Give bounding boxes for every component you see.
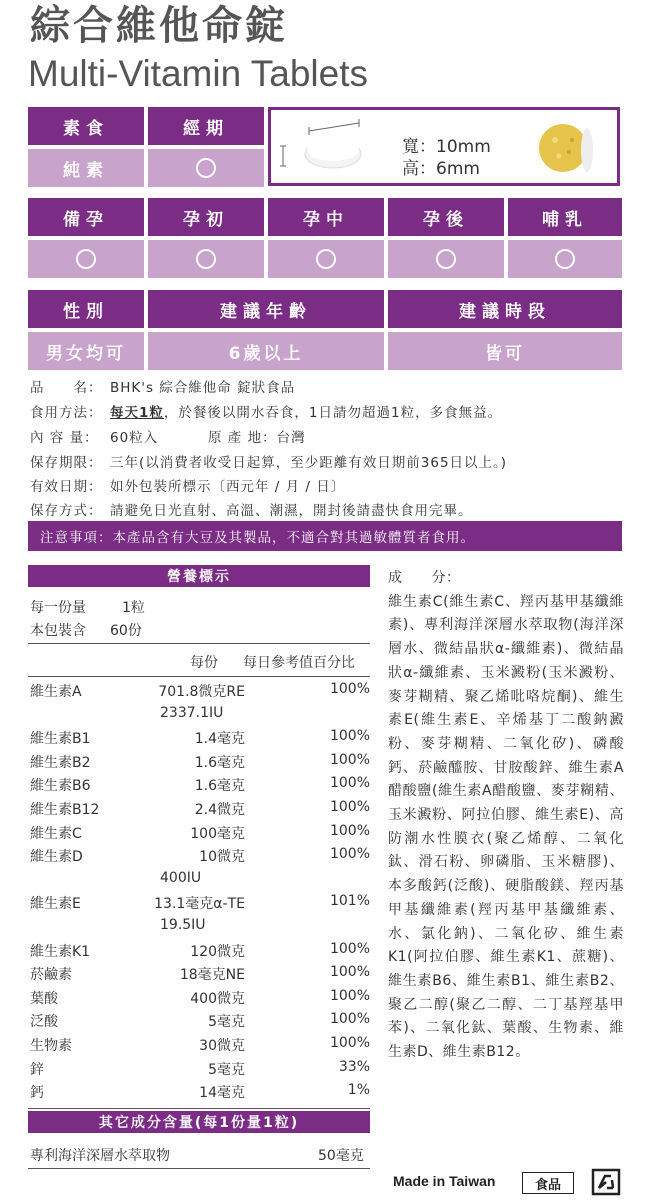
nutrient-percent: 100% xyxy=(329,1011,370,1028)
nutrient-name: 菸鹼素 xyxy=(30,967,72,984)
nutrient-amount: 13.1毫克α-TE xyxy=(154,896,245,913)
pack-label: 本包裝含 xyxy=(30,623,86,639)
nutrient-name: 維生素D xyxy=(30,849,83,866)
column-daily-value: 每日參考值百分比 xyxy=(243,655,355,671)
nutrient-amount: 5毫克 xyxy=(208,1061,245,1078)
diet-header: 素食 xyxy=(28,107,144,145)
content-row: 內 容 量： 60粒入 原 產 地：台灣 xyxy=(30,430,306,446)
circle-mark xyxy=(555,249,575,269)
period-header: 經期 xyxy=(148,107,264,145)
nutrient-percent: 33% xyxy=(338,1058,370,1075)
nutrient-amount-alt: 400IU xyxy=(160,869,202,886)
gender-header: 性別 xyxy=(28,290,144,328)
nutrient-percent: 1% xyxy=(347,1082,370,1099)
preg-header-1: 孕初 xyxy=(148,198,264,236)
nutrient-percent: 100% xyxy=(329,728,370,745)
nutrient-name: 維生素B1 xyxy=(30,731,91,748)
shelf-life-row: 保存期限： 三年(以消費者收受日起算，至少距離有效日期前365日以上。) xyxy=(30,455,508,471)
divider xyxy=(28,643,370,644)
nutrient-name: 維生素A xyxy=(30,684,82,700)
other-ingredient-name: 專利海洋深層水萃取物 xyxy=(30,1148,170,1164)
age-header: 建議年齡 xyxy=(148,290,384,328)
nutrient-name: 維生素B12 xyxy=(30,802,100,818)
tablet-size-box xyxy=(268,107,620,186)
allergy-notice: 注意事項：本產品含有大豆及其製品，不適合對其過敏體質者食用。 xyxy=(28,521,622,551)
nutrient-percent: 100% xyxy=(329,846,370,863)
nutrient-percent: 100% xyxy=(329,799,370,815)
preg-value-2 xyxy=(268,240,384,278)
preg-header-2: 孕中 xyxy=(268,198,384,236)
nutrient-percent: 100% xyxy=(329,1035,370,1051)
gender-value: 男女均可 xyxy=(28,332,144,370)
time-value: 皆可 xyxy=(388,332,622,370)
nutrient-name: 泛酸 xyxy=(30,1014,58,1031)
nutrient-name: 維生素E xyxy=(30,896,81,913)
preg-value-0 xyxy=(28,240,144,278)
ingredients-label: 成 分： xyxy=(388,570,461,586)
preg-header-4: 哺乳 xyxy=(508,198,622,236)
divider xyxy=(28,1168,370,1169)
nutrient-percent: 101% xyxy=(329,893,370,910)
nutrient-name: 鈣 xyxy=(30,1085,44,1102)
nutrient-amount-alt: 19.5IU xyxy=(160,917,206,933)
age-value: 6歲以上 xyxy=(148,332,384,370)
nutrient-amount: 100毫克 xyxy=(190,825,245,842)
nutrient-percent: 100% xyxy=(329,940,370,957)
nutrient-percent: 100% xyxy=(329,751,370,768)
preg-header-0: 備孕 xyxy=(28,198,144,236)
product-name-row: 品 名： BHK's 綜合維他命 錠狀食品 xyxy=(30,380,296,396)
other-ingredient-value: 50毫克 xyxy=(318,1148,364,1164)
nutrient-amount: 1.4毫克 xyxy=(194,731,245,748)
nutrient-percent: 100% xyxy=(329,681,370,697)
nutrient-amount: 10微克 xyxy=(199,849,245,866)
food-badge: 食品 xyxy=(522,1172,574,1194)
circle-mark xyxy=(316,249,336,269)
nutrient-amount-alt: 2337.1IU xyxy=(160,704,224,721)
period-value xyxy=(148,149,264,187)
nutrient-percent: 100% xyxy=(329,775,370,792)
diet-value: 純素 xyxy=(28,149,144,187)
preg-value-3 xyxy=(388,240,504,278)
title-chinese: 綜合維他命錠 xyxy=(30,3,288,49)
other-ingredients-header: 其它成分含量(每1份量1粒) xyxy=(28,1111,370,1133)
ingredients-text: 維生素C(維生素C、羥丙基甲基纖維素)、專利海洋深層水萃取物(海洋深層水、微結晶狀α-纖維素)、微結晶狀α-纖維素、玉米澱粉(玉米澱粉、麥芽糊精、聚乙烯吡咯烷酮)、維生素E(維生素E、辛烯基丁二酸鈉澱粉、麥芽糊精、二氧化矽)、磷酸鈣、菸鹼醯胺、甘胺酸鋅、維生素A醋酸鹽(維生素A醋酸鹽、麥芽糊精、玉米澱粉、阿拉伯膠、維生素E)、高防潮水性膜衣(聚乙烯醇、二氧化鈦、滑石粉、卵磷脂、玉米糖膠)、本多酸鈣(泛酸)、硬脂酸鎂、羥丙基甲基纖維素(羥丙基甲基纖維素、水、氯化鈉)、二氧化矽、維生素K1(阿拉伯膠、維生素K1、蔗糖)、維生素B6、維生素B1、維生素B2、聚乙二醇(聚乙二醇、二丁基羥基甲苯)、二氧化鈦、葉酸、生物素、維生素D、維生素B12。 xyxy=(388,593,624,1061)
circle-mark xyxy=(196,249,216,269)
nutrient-amount: 2.4微克 xyxy=(194,802,245,818)
divider xyxy=(28,1108,370,1109)
circle-mark xyxy=(196,158,216,178)
nutrient-name: 鋅 xyxy=(30,1061,44,1078)
circle-mark xyxy=(436,249,456,269)
nutrient-name: 生物素 xyxy=(30,1038,72,1054)
nutrient-name: 維生素B6 xyxy=(30,778,91,795)
nutrient-amount: 1.6毫克 xyxy=(194,778,245,795)
column-per-serving: 每份 xyxy=(190,655,218,671)
nutrient-name: 維生素B2 xyxy=(30,754,91,771)
nutrient-amount: 30微克 xyxy=(199,1038,245,1054)
preg-value-1 xyxy=(148,240,264,278)
nutrient-name: 維生素C xyxy=(30,825,82,842)
made-in-taiwan: Made in Taiwan xyxy=(393,1173,496,1189)
usage-row: 食用方法： 每天1粒，於餐後以開水吞食，1日請勿超過1粒，多食無益。 xyxy=(30,405,503,421)
storage-row: 保存方式： 請避免日光直射、高溫、潮濕，開封後請盡快食用完畢。 xyxy=(30,503,473,519)
circle-mark xyxy=(76,249,96,269)
nutrient-percent: 100% xyxy=(329,822,370,839)
serving-value: 1粒 xyxy=(122,600,145,616)
nutrient-amount: 18毫克NE xyxy=(179,967,245,984)
pack-value: 60份 xyxy=(110,623,142,639)
nutrient-percent: 100% xyxy=(329,987,370,1004)
preg-header-3: 孕後 xyxy=(388,198,504,236)
nutrient-amount: 120微克 xyxy=(190,943,245,960)
tablet-height: 高：6mm xyxy=(402,159,480,179)
time-header: 建議時段 xyxy=(388,290,622,328)
nutrient-amount: 5毫克 xyxy=(208,1014,245,1031)
expiry-row: 有效日期： 如外包裝所標示〔西元年 / 月 / 日〕 xyxy=(30,479,346,495)
nutrient-name: 葉酸 xyxy=(30,990,58,1007)
serving-label: 每一份量 xyxy=(30,600,86,616)
nutrient-amount: 14毫克 xyxy=(199,1085,245,1102)
divider xyxy=(28,676,370,677)
nutrient-name: 維生素K1 xyxy=(30,943,91,960)
tablet-width: 寬：10mm xyxy=(402,137,491,157)
ingredients-block xyxy=(388,567,624,1065)
nutrient-percent: 100% xyxy=(329,964,370,981)
preg-value-4 xyxy=(508,240,622,278)
recycle-icon xyxy=(591,1168,621,1200)
nutrient-amount: 701.8微克RE xyxy=(158,684,245,700)
nutrient-amount: 400微克 xyxy=(190,990,245,1007)
nutrition-header: 營養標示 xyxy=(28,565,370,587)
nutrient-amount: 1.6毫克 xyxy=(194,754,245,771)
title-english: Multi-Vitamin Tablets xyxy=(28,53,368,94)
